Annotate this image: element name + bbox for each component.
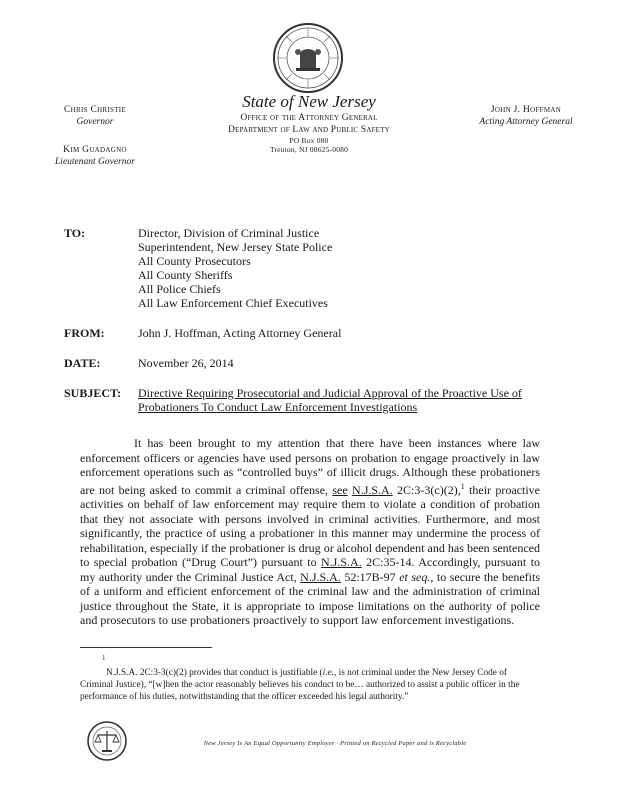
from-label: FROM: bbox=[64, 326, 105, 340]
citation-signal: see bbox=[332, 482, 348, 497]
recipient: All Police Chiefs bbox=[138, 282, 221, 296]
to-recipients bbox=[138, 226, 568, 310]
ag-name: John J. Hoffman bbox=[490, 105, 562, 115]
footnote-reference: 1 bbox=[460, 481, 465, 491]
recipient: All Law Enforcement Chief Executives bbox=[138, 296, 328, 310]
footer-text: New Jersey Is An Equal Opportunity Employer · Printed on Recycled Paper and is Recyclable bbox=[203, 740, 467, 747]
recipient: Superintendent, New Jersey State Police bbox=[138, 240, 333, 254]
statute-citation: N.J.S.A. bbox=[321, 555, 362, 569]
office-name: Office of the Attorney General bbox=[240, 113, 378, 123]
recipient: Director, Division of Criminal Justice bbox=[138, 226, 320, 240]
governor-title: Governor bbox=[76, 117, 114, 127]
latin-phrase: et seq. bbox=[399, 569, 431, 584]
footnote-divider bbox=[80, 647, 212, 648]
date-value: November 26, 2014 bbox=[138, 356, 234, 370]
to-label: TO: bbox=[64, 226, 86, 240]
statute-citation: N.J.S.A. bbox=[300, 569, 341, 584]
statute-citation: N.J.S.A. bbox=[352, 482, 393, 497]
recipient: All County Sheriffs bbox=[138, 268, 233, 282]
po-box: PO Box 080 bbox=[289, 136, 329, 145]
city-line: Trenton, NJ 08625-0080 bbox=[269, 145, 349, 154]
latin-phrase: i.e. bbox=[322, 668, 334, 678]
date-label: DATE: bbox=[64, 356, 101, 370]
lt-governor-title: Lieutenant Governor bbox=[55, 157, 135, 167]
body-text-run: 52:17B-97 bbox=[340, 569, 400, 584]
lt-governor-name: Kim Guadagno bbox=[63, 145, 127, 155]
body-paragraph bbox=[80, 436, 540, 628]
department-name: Department of Law and Public Safety bbox=[228, 125, 390, 135]
letterhead bbox=[196, 92, 422, 154]
footnote-run: N.J.S.A. 2C:3-3(c)(2) provides that conduct is justifiable ( bbox=[106, 668, 323, 678]
footnote-run: , is not criminal under the New Jersey Code of Criminal Justice), “[w]hen the actor reasonably believes his conduct to be… authorized to assist a public officer in the performance of his duties, notwithstanding that the officer exceeded his legal authority.” bbox=[80, 668, 520, 702]
subject-label: SUBJECT: bbox=[64, 386, 122, 400]
attorney-general-block bbox=[470, 104, 582, 128]
state-title: State of New Jersey bbox=[242, 92, 376, 111]
from-value: John J. Hoffman, Acting Attorney General bbox=[138, 326, 342, 340]
body-text-run: 2C:35-14. Accordingly, pursuant to my authority under the Criminal Justice Act, bbox=[80, 555, 540, 584]
scales-of-justice-icon bbox=[86, 720, 128, 762]
body-text-run: their proactive activities on behalf of law enforcement may require them to violate a condition of probation that they not associate with persons involved in criminal activities. Furthermore, and most significantly, the practice of using a probationer in this manner may undermine the process of rehabilitation, especially if the probationer is drug or alcohol dependent and has been sentenced to special probation (“Drug Court”) pursuant to bbox=[80, 482, 540, 569]
ag-title: Acting Attorney General bbox=[479, 117, 573, 127]
footnote-text bbox=[80, 667, 540, 703]
state-seal-icon bbox=[272, 22, 344, 94]
body-text-run: 2C:3-3(c)(2), bbox=[392, 482, 461, 497]
governor-name: Chris Christie bbox=[63, 105, 127, 115]
body-text-run: , to secure the benefits of a uniform and efficient enforcement of the criminal law and the administration of criminal justice throughout the State, it is appropriate to impose limitations on the authority of police and prosecutors to use probationers proactively to support law enforcement investigations. bbox=[80, 569, 540, 627]
subject-value: Directive Requiring Prosecutorial and Judicial Approval of the Proactive Use of Probationers To Conduct Law Enforcement Investigations bbox=[138, 386, 522, 414]
body-text-run: It has been brought to my attention that there have been instances where law enforcement officers or agencies have used persons on probation to engage proactively in law enforcement operations such as “controlled buys” of illicit drugs. Although these probationers are not being asked to commit a criminal offense, bbox=[80, 436, 540, 497]
footnote-marker: 1 bbox=[102, 654, 106, 662]
governor-block bbox=[40, 104, 150, 168]
recipient: All County Prosecutors bbox=[138, 254, 251, 268]
